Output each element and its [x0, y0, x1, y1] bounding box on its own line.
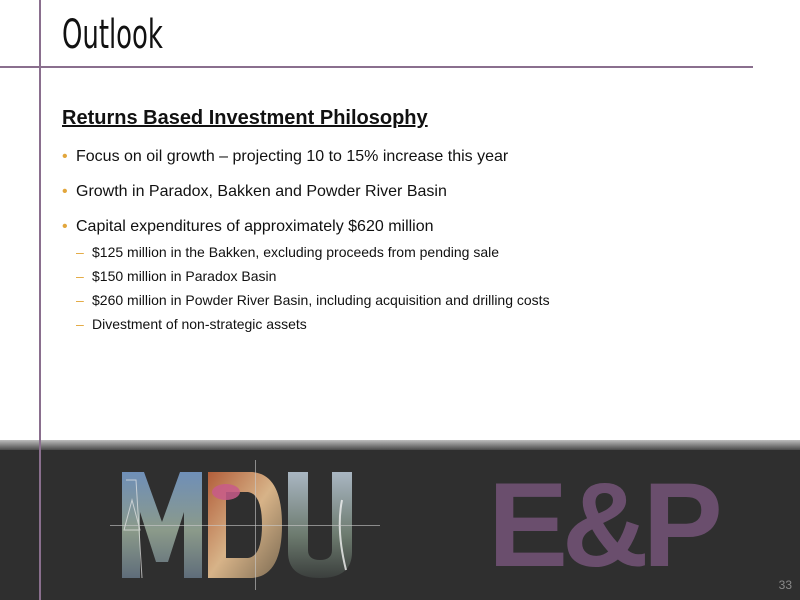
sub-bullet-text: Divestment of non-strategic assets — [92, 316, 307, 332]
sub-bullet-marker: – — [76, 292, 84, 308]
bullet-item — [62, 147, 762, 167]
sub-bullet-text: $260 million in Powder River Basin, including acquisition and drilling costs — [92, 292, 550, 308]
page-number: 33 — [778, 578, 792, 592]
bullet-text: Capital expenditures of approximately $620 million — [76, 218, 434, 235]
footer-banner — [0, 440, 800, 600]
sub-bullet-item — [76, 243, 762, 261]
sub-bullet-marker: – — [76, 244, 84, 260]
sub-bullet-text: $150 million in Paradox Basin — [92, 268, 277, 284]
ep-logo: E&P — [488, 458, 717, 592]
bullet-marker: • — [62, 218, 68, 235]
sub-bullet-text: $125 million in the Bakken, excluding proceeds from pending sale — [92, 244, 500, 260]
bullet-text: Growth in Paradox, Bakken and Powder River Basin — [76, 183, 447, 200]
bullet-item — [62, 217, 762, 333]
bullet-item — [62, 182, 762, 202]
bullet-list — [62, 147, 762, 348]
bullet-text: Focus on oil growth – projecting 10 to 15% increase this year — [76, 148, 509, 165]
bullet-marker: • — [62, 183, 68, 200]
crosshair-line — [255, 460, 256, 590]
slide-title: Outlook — [62, 12, 163, 58]
vertical-rule — [39, 0, 41, 600]
sub-bullet-marker: – — [76, 316, 84, 332]
sub-bullet-item — [76, 291, 762, 309]
sub-bullet-item — [76, 267, 762, 285]
crosshair-line — [110, 525, 380, 526]
sub-bullet-item — [76, 315, 762, 333]
section-heading: Returns Based Investment Philosophy — [62, 107, 428, 129]
sub-bullet-marker: – — [76, 268, 84, 284]
horizontal-rule — [0, 66, 753, 68]
footer-gradient-strip — [0, 440, 800, 450]
bullet-marker: • — [62, 148, 68, 165]
